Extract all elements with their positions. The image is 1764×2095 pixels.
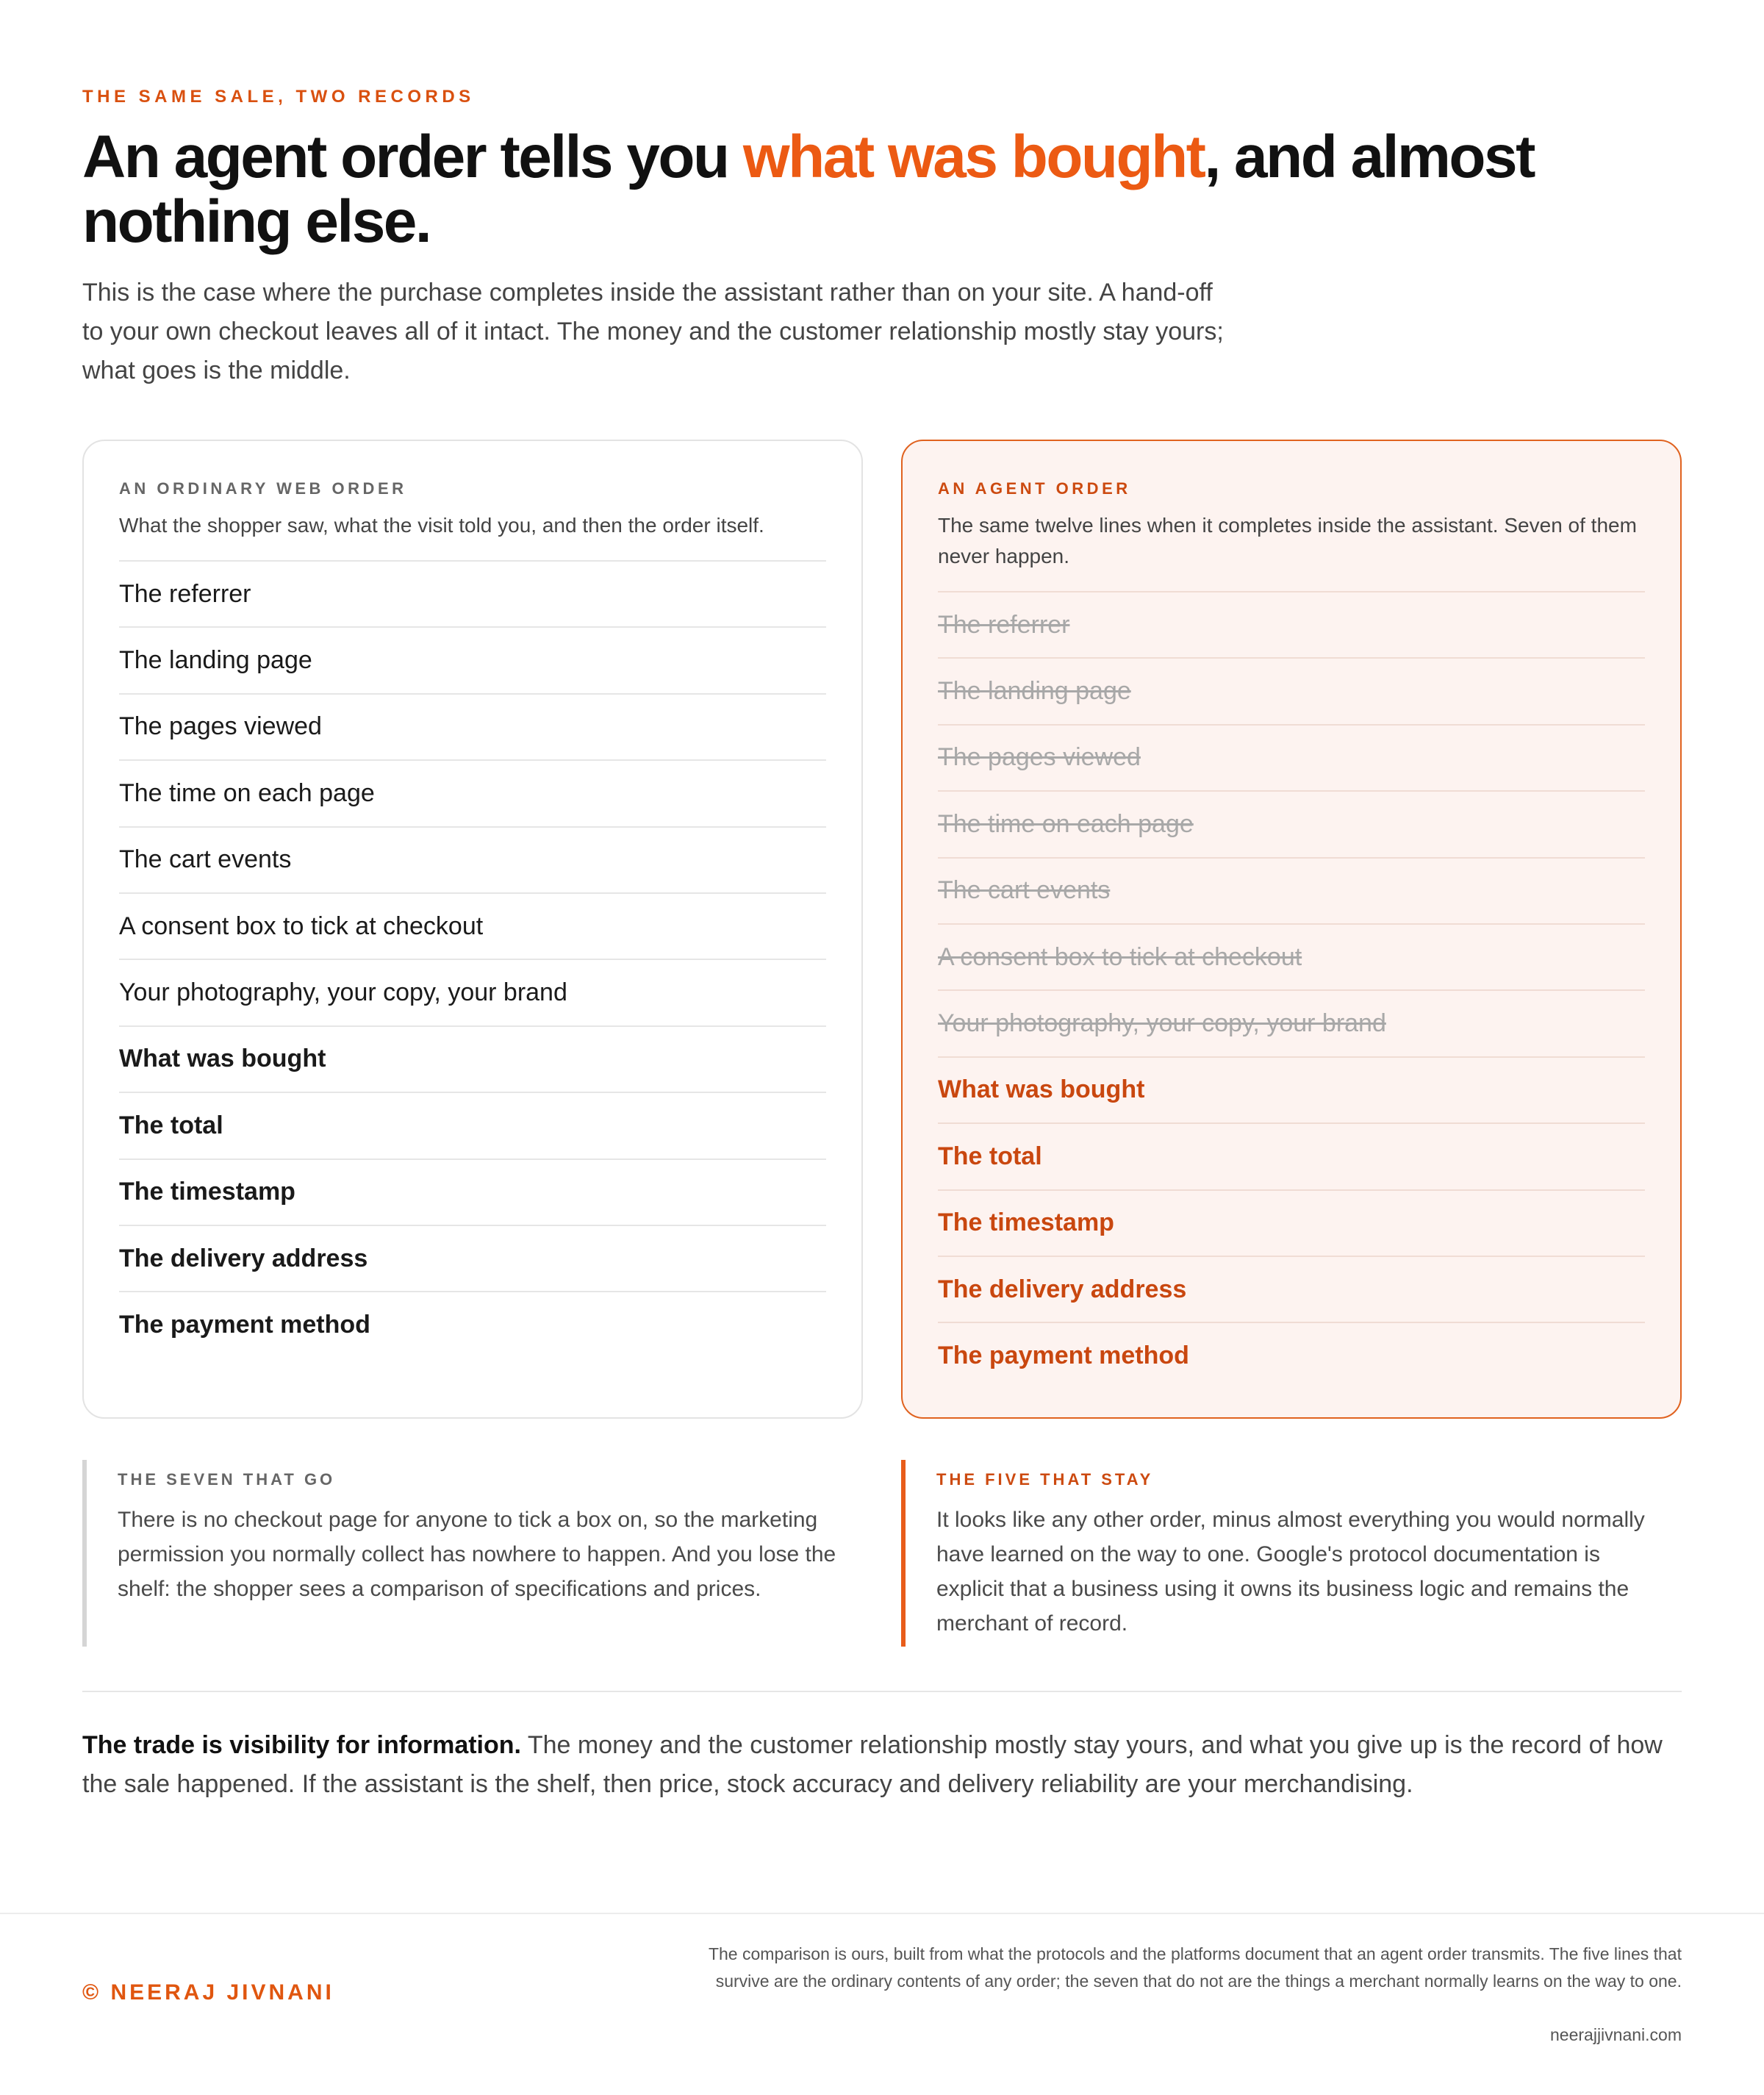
agent-order-row-struck: The referrer (938, 591, 1645, 657)
web-order-row: The delivery address (119, 1225, 826, 1291)
web-order-row: The time on each page (119, 759, 826, 826)
five-that-stay-text: It looks like any other order, minus almost everything you would normally have learned on the way to one. Google's protocol documentation is explicit that a business using it owns its business logic and remains the merchant of record. (936, 1508, 1645, 1636)
web-order-row: The timestamp (119, 1158, 826, 1225)
web-order-description: What the shopper saw, what the visit told you, and then the order itself. (119, 514, 764, 537)
headline-text: An agent order tells you (82, 123, 743, 190)
agent-order-label: AN AGENT ORDER (938, 479, 1131, 498)
web-order-row: The pages viewed (119, 693, 826, 759)
eyebrow: THE SAME SALE, TWO RECORDS (82, 87, 475, 107)
headline-text-end: , and almost nothing else. (82, 123, 1534, 255)
five-that-stay-label: THE FIVE THAT STAY (936, 1470, 1154, 1489)
seven-that-go-note (82, 1460, 854, 1647)
web-order-label: AN ORDINARY WEB ORDER (119, 479, 407, 498)
web-order-row: The total (119, 1092, 826, 1158)
footer-divider (0, 1913, 1764, 1914)
five-that-stay-note (901, 1460, 1673, 1647)
seven-that-go-text: There is no checkout page for anyone to tick a box on, so the marketing permission you normally collect has nowhere to happen. And you lose the shelf: the shopper sees a comparison of specifications and prices. (118, 1508, 836, 1601)
site-link[interactable]: neerajjivnani.com (1550, 2025, 1682, 2044)
headline (82, 125, 1552, 254)
agent-order-row: What was bought (938, 1056, 1645, 1122)
web-order-row: What was bought (119, 1025, 826, 1092)
web-order-list (119, 560, 826, 1358)
copyright: © NEERAJ JIVNANI (82, 1980, 334, 2005)
agent-order-row-struck: The time on each page (938, 790, 1645, 856)
agent-order-card (901, 440, 1682, 1419)
agent-order-row-struck: Your photography, your copy, your brand (938, 989, 1645, 1056)
agent-order-row-struck: The landing page (938, 657, 1645, 723)
agent-order-row-struck: The cart events (938, 857, 1645, 923)
web-order-row: The referrer (119, 560, 826, 626)
agent-order-list (938, 591, 1645, 1389)
web-order-row: Your photography, your copy, your brand (119, 959, 826, 1025)
agent-order-row: The payment method (938, 1322, 1645, 1388)
summary-paragraph (82, 1726, 1692, 1804)
web-order-row: The landing page (119, 626, 826, 692)
agent-order-row: The total (938, 1122, 1645, 1189)
web-order-row: The payment method (119, 1291, 826, 1357)
agent-order-row-struck: A consent box to tick at checkout (938, 923, 1645, 989)
web-order-row: A consent box to tick at checkout (119, 892, 826, 959)
headline-accent: what was bought (742, 123, 1205, 190)
agent-order-description: The same twelve lines when it completes inside the assistant. Seven of them never happen. (938, 514, 1637, 567)
summary-text: The money and the customer relationship mostly stay yours, and what you give up is the record of how the sale happened. If the assistant is the shelf, then price, stock accuracy and delivery reliability are your merchandising. (82, 1731, 1663, 1798)
section-divider (82, 1691, 1682, 1692)
summary-lead: The trade is visibility for information. (82, 1731, 521, 1759)
web-order-card (82, 440, 863, 1419)
seven-that-go-label: THE SEVEN THAT GO (118, 1470, 336, 1489)
web-order-row: The cart events (119, 826, 826, 892)
footnote: The comparison is ours, built from what the protocols and the platforms document that an agent order transmits. The five lines that survive are the ordinary contents of any order; the seven that do not are the things a merchant normally learns on the way to one. (708, 1944, 1682, 1991)
agent-order-row: The delivery address (938, 1256, 1645, 1322)
agent-order-row-struck: The pages viewed (938, 724, 1645, 790)
agent-order-row: The timestamp (938, 1189, 1645, 1256)
intro-paragraph: This is the case where the purchase completes inside the assistant rather than on your site. A hand-off to your own checkout leaves all of it intact. The money and the customer relationship mostly stay yours; what goes is the middle. (82, 279, 1224, 384)
